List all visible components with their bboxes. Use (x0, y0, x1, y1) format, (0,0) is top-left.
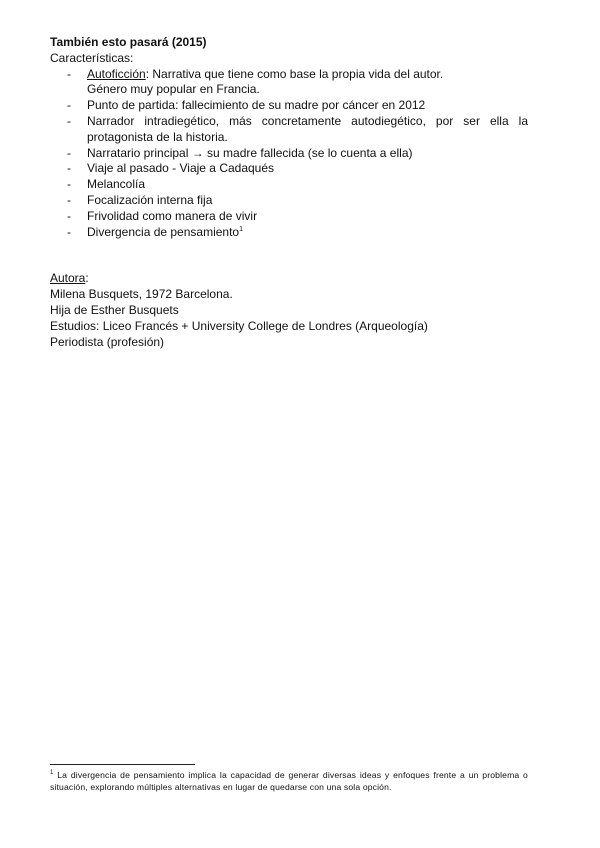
list-item-text: Melancolía (87, 177, 146, 192)
autoficcion-term: Autoficción (87, 66, 146, 81)
author-heading-colon: : (85, 271, 89, 286)
list-item (50, 114, 528, 146)
dash-bullet: - (67, 113, 71, 128)
dash-bullet: - (67, 161, 71, 176)
list-item-text: Narratario principal → su madre fallecida (se lo cuenta a ella) (87, 145, 413, 160)
section-gap (50, 240, 528, 271)
footnote (50, 769, 528, 793)
dash-bullet: - (67, 177, 71, 192)
author-line: Hija de Esther Busquets (50, 302, 179, 317)
list-item (50, 225, 528, 241)
list-item (50, 193, 528, 209)
list-item-text: Focalización interna fija (87, 192, 213, 207)
author-line: Estudios: Liceo Francés + University College de Londres (Arqueología) (50, 318, 428, 333)
dash-bullet: - (67, 98, 71, 113)
list-item-text: Frivolidad como manera de vivir (87, 208, 258, 223)
dash-bullet: - (67, 208, 71, 223)
list-item (50, 98, 528, 114)
dash-bullet: - (67, 192, 71, 207)
list-item-text: Narrador intradiegético, más concretamente autodiegético, por ser ella la protagonista de la historia. (87, 113, 528, 144)
footnote-separator (50, 764, 195, 765)
author-heading: Autora (50, 271, 86, 286)
footnote-marker: 1 (50, 770, 54, 777)
document-title: También esto pasará (2015) (50, 35, 207, 49)
list-item-text: Punto de partida: fallecimiento de su madre por cáncer en 2012 (87, 98, 426, 113)
author-heading-line (50, 271, 528, 287)
characteristics-list (50, 67, 528, 241)
list-item (50, 177, 528, 193)
list-item-text: Divergencia de pensamiento (87, 224, 240, 239)
list-item (50, 146, 528, 162)
list-item (50, 209, 528, 225)
footnote-text: La divergencia de pensamiento implica la capacidad de generar diversas ideas y enfoques frente a un problema o situación, explorando múltiples alternativas en lugar de quedarse con una sola opción. (50, 770, 528, 793)
document-body (50, 35, 528, 350)
list-item-text: Viaje al pasado - Viaje a Cadaqués (87, 161, 275, 176)
dash-bullet: - (67, 66, 71, 81)
author-line: Milena Busquets, 1972 Barcelona. (50, 287, 233, 302)
footnote-reference[interactable]: 1 (239, 225, 243, 233)
autoficcion-definition: : Narrativa que tiene como base la propia vida del autor. (145, 66, 444, 81)
list-item (50, 161, 528, 177)
author-line: Periodista (profesión) (50, 334, 165, 349)
dash-bullet: - (67, 224, 71, 239)
autoficcion-continuation: Género muy popular en Francia. (87, 82, 260, 97)
dash-bullet: - (67, 145, 71, 160)
characteristics-heading: Características: (50, 50, 134, 65)
list-item (50, 67, 528, 99)
